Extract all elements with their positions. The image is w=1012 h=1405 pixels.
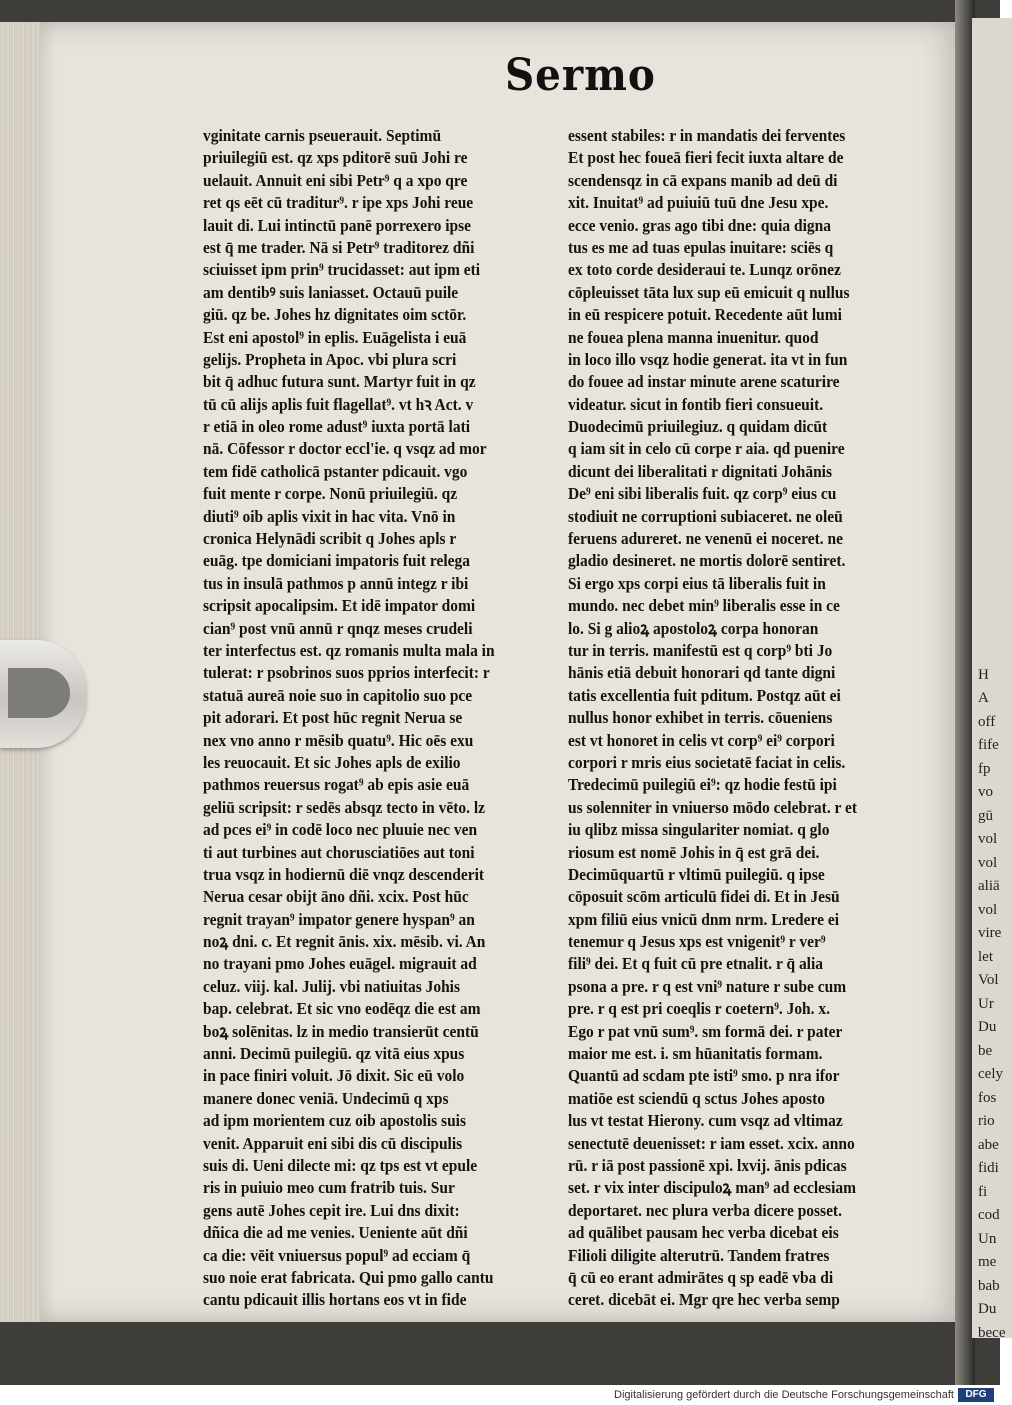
text-line: ceret. dicebāt ei. Mgr qre hec verba semp [568,1290,840,1310]
text-line: Est eni apostol⁹ in eplis. Euāgelista i euā [203,327,467,347]
text-line: maior me est. i. sm hūanitatis formam. [568,1044,823,1064]
text-line: cian⁹ post vnū annū r qnqz meses crudeli [203,618,473,638]
text-line: senectutē deuenisset: r iam esset. xcix. anno [568,1133,855,1153]
text-line: vginitate carnis pseuerauit. Septimū [203,126,442,145]
text-line: scendensqz in cā expans manib ad deū di [568,170,838,190]
text-line: feruens adureret. ne venenū ei noceret. ne [568,529,843,549]
text-line: xpm filiū eius vnicū dnm nrm. Lredere ei [568,909,839,929]
text-line: nex vno anno r mēsib quatu⁹. Hic oēs exu [203,730,474,750]
text-line: hānis etiā debuit honorari qd tante digni [568,663,836,683]
text-line: ti aut turbines aut chorusciatiōes aut toni [203,842,475,862]
text-line: pit adorari. Et post hūc regnit Nerua se [203,708,463,728]
text-line: geliū scripsit: r sedēs absqz tecto in vēto. lz [203,797,485,817]
text-line: stodiuit ne corruptioni subiaceret. ne oleū [568,506,843,526]
text-line: manere donec veniā. Undecimū q xps [203,1088,449,1108]
text-line: tus es me ad tuas epulas inuitare: sciēs q [568,237,834,257]
text-line: priuilegiū est. qz xps pditorē suū Johi re [203,148,468,168]
text-line: est vt honoret in celis vt corp⁹ ei⁹ corpori [568,730,835,750]
text-line: venit. Apparuit eni sibi dis cū discipulis [203,1133,463,1153]
text-line: ad quālibet pausam hec verba dicebat eis [568,1223,839,1243]
text-line: riosum est nomē Johis in q̄ est grā dei. [568,842,820,862]
page-title: Sermo [505,50,656,101]
text-line: deportaret. nec plura verba dicere posset. [568,1200,842,1220]
text-line: nullus honor exhibet in terris. cōueniens [568,708,833,728]
text-line: cōpleuisset tāta lux sup eū emicuit q nullus [568,282,850,302]
text-line: anni. Decimū puilegiū. qz vitā eius xpus [203,1044,465,1064]
left-text-column [203,125,558,1312]
text-line: trua vsqz in hodiernū diē vnqz descenderit [203,864,485,884]
text-line: iu qlibz missa singulariter nomiat. q glo [568,820,830,840]
text-line: suis di. Ueni dilecte mi: qz tps est vt epule [203,1155,478,1175]
text-line: Tredecimū puilegiū ei⁹: qz hodie festū ipi [568,775,837,795]
text-line: Quantū ad scdam pte isti⁹ smo. p nra ifor [568,1066,840,1086]
text-line: Et post hec foueā fieri fecit iuxta altare de [568,148,844,168]
text-line: tus in insulā pathmos p annū integz r ibi [203,573,469,593]
text-line: ris in puiuio meo cum fratrib tuis. Sur [203,1178,455,1198]
text-line: suo noie erat fabricata. Qui pmo gallo cantu [203,1267,494,1287]
text-line: Si ergo xps corpi eius tā liberalis fuit in [568,573,826,593]
text-line: statuā aureā noie suo in capitolio suo pce [203,685,473,705]
text-line: tulerat: r psobrinos suos pprios interfecit: r [203,663,490,683]
text-line: lo. Si g alioꝝ apostoloꝝ corpa honoran [568,618,819,638]
text-line: De⁹ eni sibi liberalis fuit. qz corp⁹ eius cu [568,484,837,504]
text-line: celuz. viij. kal. Julij. vbi natiuitas Johis [203,976,460,996]
text-line: noꝝ dni. c. Et regnit ānis. xix. mēsib. vi. An [203,932,486,952]
text-line: r etiā in oleo rome adust⁹ iuxta portā lati [203,417,471,437]
text-line: lauit di. Lui intinctū panē porrexero ipse [203,215,472,235]
text-line: bit q̄ adhuc futura sunt. Martyr fuit in qz [203,372,476,392]
text-line: ecce venio. gras ago tibi dne: quia digna [568,215,831,235]
next-page-text: H A off fife fp vo gū vol vol aliā vol vire let Vol Ur Du be cely fos rio abe fidi fi cod Un me bab Du bece [978,666,1006,1341]
text-line: ad pces ei⁹ in codē loco nec pluuie nec ven [203,820,478,840]
dfg-logo-icon: DFG [958,1388,994,1402]
text-line: tur in terris. manifestū est q corp⁹ bti Jo [568,640,833,660]
text-line: fuit mente r corpe. Nonū priuilegiū. qz [203,484,458,504]
text-line: in pace finiri voluit. Jō dixit. Sic eū volo [203,1066,465,1086]
text-line: matiōe est sciendū q sctus Johes aposto [568,1088,825,1108]
text-line: uelauit. Annuit eni sibi Petr⁹ q a xpo qre [203,170,468,190]
text-line: do fouee ad instar minute arene scaturire [568,372,840,392]
text-line: no trayani pmo Johes euāgel. migrauit ad [203,954,477,974]
footer-credit: Digitalisierung gefördert durch die Deutsche Forschungsgemeinschaft [614,1389,954,1401]
text-line: mundo. nec debet min⁹ liberalis esse in ce [568,596,840,616]
text-line: giū. qz be. Johes hz dignitates oim sctōr. [203,305,467,325]
text-line: gelijs. Propheta in Apoc. vbi plura scri [203,349,457,369]
text-line: q iam sit in celo cū corpe r aia. qd puenire [568,439,845,459]
text-line: psona a pre. r q est vni⁹ nature r sube cum [568,976,847,996]
text-line: us solenniter in vniuerso mōdo celebrat. r et [568,797,858,817]
text-line: est q̄ me trader. Nā si Petr⁹ traditorez dñi [203,237,475,257]
text-line: nā. Cōfessor r doctor eccl'ie. q vsqz ad mor [203,439,487,459]
text-line: cōposuit scōm articulū fidei di. Et in Jesū [568,887,840,907]
text-line: ter interfectus est. qz romanis multa mala in [203,640,495,660]
text-line: am dentibꝰ suis laniasset. Octauū puile [203,282,459,302]
text-line: Ego r pat vnū sum⁹. sm formā dei. r pater [568,1021,843,1041]
text-line: tū cū alijs aplis fuit flagellat⁹. vt hꝛ Act. v [203,394,474,414]
text-line: tem fidē catholicā pstanter pdicauit. vgo [203,461,468,481]
text-line: in eū respicere potuit. Recedente aūt lumi [568,305,842,325]
text-line: in loco illo vsqz hodie generat. ita vt in fun [568,349,848,369]
text-line: les reuocauit. Et sic Johes apls de exilio [203,752,461,772]
text-line: gladio desineret. ne mortis dolorē sentiret. [568,551,846,571]
text-line: regnit trayan⁹ impator genere hyspan⁹ an [203,909,475,929]
text-line: ad ipm morientem cuz oib apostolis suis [203,1111,466,1131]
text-line: tenemur q Jesus xps est vnigenit⁹ r ver⁹ [568,932,826,952]
text-line: tatis excellentia fuit pditum. Postqz aūt ei [568,685,841,705]
text-line: sciuisset ipm prin⁹ trucidasset: aut ipm eti [203,260,481,280]
text-line: xit. Inuitat⁹ ad puiuiū tuū dne Jesu xpe. [568,193,829,213]
text-line: euāg. tpe domiciani impatoris fuit relega [203,551,470,571]
text-line: Nerua cesar obijt āno dñi. xcix. Post hūc [203,887,469,907]
text-line: Filioli diligite alterutrū. Tandem fratres [568,1245,830,1265]
text-line: Duodecimū priuilegiuz. q quidam dicūt [568,417,828,437]
text-line: gens autē Johes cepit ire. Lui dns dixit: [203,1200,460,1220]
text-line: set. r vix inter discipuloꝝ man⁹ ad ecclesiam [568,1178,856,1198]
text-line: essent stabiles: r in mandatis dei ferventes [568,126,846,145]
text-line: lus vt testat Hierony. cum vsqz ad vltimaz [568,1111,843,1131]
text-line: ex toto corde desideraui te. Lunqz orōnez [568,260,841,280]
text-line: cantu pdicauit illis hortans eos vt in fide [203,1290,467,1310]
text-line: ret qs eēt cū traditur⁹. r ipe xps Johi reue [203,193,474,213]
text-line: pathmos reuersus rogat⁹ ab epis asie euā [203,775,470,795]
text-line: Decimūquartū r vltimū puilegiū. q ipse [568,864,825,884]
text-line: dñica die ad me venies. Ueniente aūt dñi [203,1223,468,1243]
text-line: ca die: vēit vniuersus popul⁹ ad ecciam q̄ [203,1245,471,1265]
text-line: corpori r mris eius societatē faciat in celis. [568,752,846,772]
right-text-column [568,125,903,1312]
text-line: pre. r q est pri coeqlis r coetern⁹. Joh. x. [568,999,830,1019]
text-line: scripsit apocalipsim. Et idē impator domi [203,596,476,616]
text-line: fili⁹ dei. Et q fuit cū pre etnalit. r q̄ alia [568,954,824,974]
text-line: diuti⁹ oib aplis vixit in hac vita. Vnō in [203,506,456,526]
text-line: videatur. sicut in fontib fieri consueuit. [568,394,824,414]
text-line: cronica Helynādi scribit q Johes apls r [203,529,457,549]
text-line: ne fouea plena manna inuenitur. quod [568,327,819,347]
text-line: dicunt dei liberalitati r dignitati Johānis [568,461,833,481]
text-line: q̄ cū eo erant admirātes q sp eadē vba di [568,1267,834,1287]
text-line: rū. r iā post passionē xpi. lxvij. ānis pdicas [568,1155,847,1175]
page-clip-slot [8,668,70,718]
text-line: boꝝ solēnitas. lz in medio transierūt centū [203,1021,479,1041]
text-line: bap. celebrat. Et sic vno eodēqz die est am [203,999,481,1019]
